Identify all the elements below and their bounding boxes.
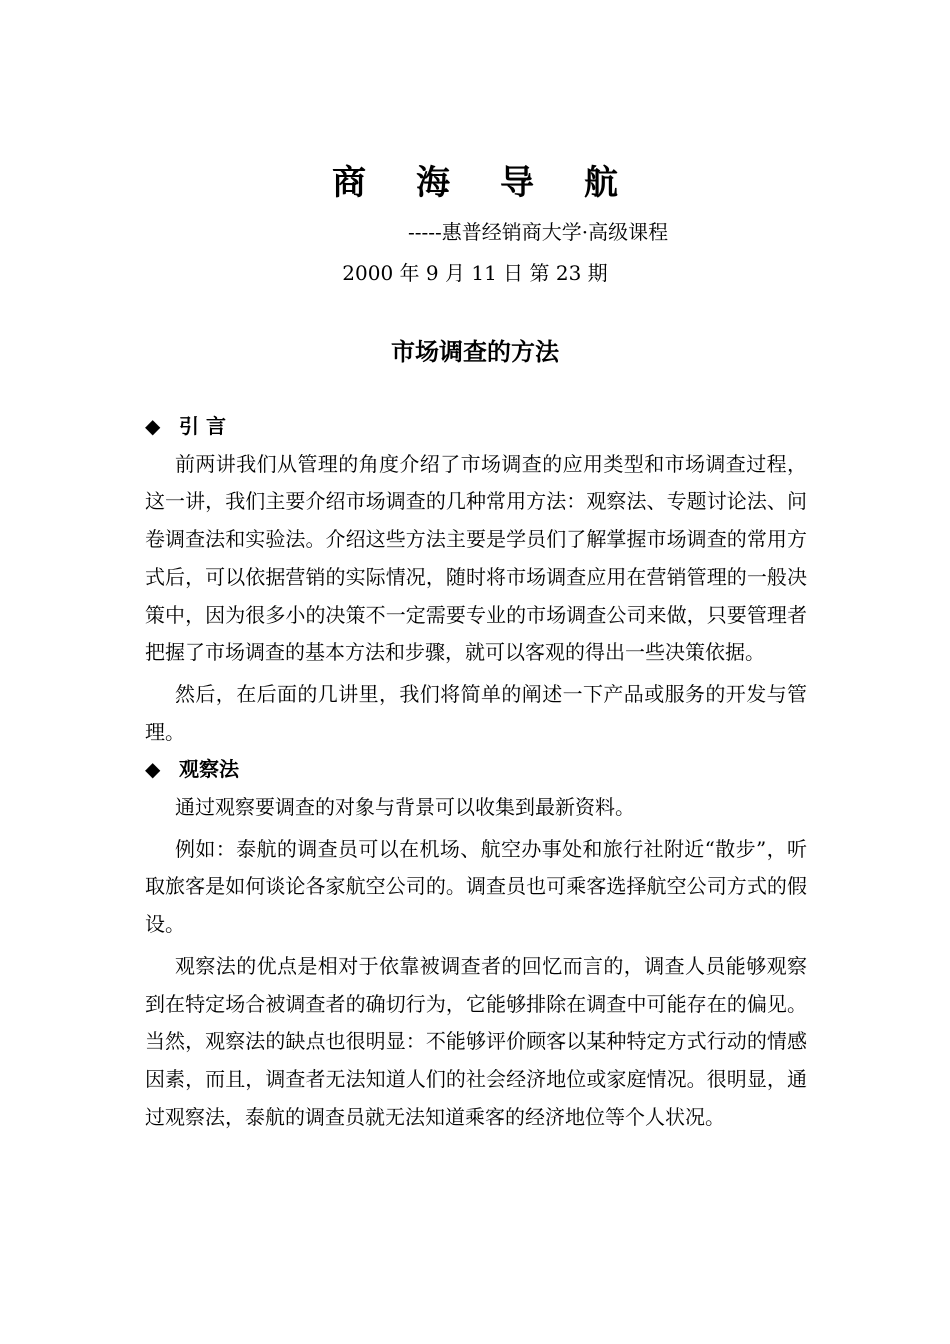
observation-paragraph-2: 例如：泰航的调查员可以在机场、航空办事处和旅行社附近“散步”，听取旅客是如何谈论各家航空公司的。调查员也可乘客选择航空公司方式的假设。 bbox=[145, 836, 807, 937]
masthead-subtitle: -----惠普经销商大学·高级课程 bbox=[408, 220, 669, 244]
document-title: 市场调查的方法 bbox=[391, 337, 559, 366]
intro-paragraph-1: 前两讲我们从管理的角度介绍了市场调查的应用类型和市场调查过程，这一讲，我们主要介绍市场调查的几种常用方法：观察法、专题讨论法、问卷调查法和实验法。介绍这些方法主要是学员们了解掌握市场调查的常用方式后，可以依据营销的实际情况，随时将市场调查应用在营销管理的一般决策中，因为很多小的决策不一定需要专业的市场调查公司来做，只要管理者把握了市场调查的基本方法和步骤，就可以客观的得出一些决策依据。 bbox=[145, 451, 807, 665]
diamond-bullet-icon: ◆ bbox=[145, 757, 161, 782]
diamond-bullet-icon: ◆ bbox=[145, 414, 161, 438]
section-heading-label: 引 言 bbox=[179, 414, 226, 438]
observation-paragraph-1: 通过观察要调查的对象与背景可以收集到最新资料。 bbox=[175, 795, 635, 820]
issue-date: 2000 年 9 月 11 日 第 23 期 bbox=[342, 261, 608, 285]
section-heading-label: 观察法 bbox=[179, 757, 239, 782]
section-heading-intro bbox=[145, 408, 807, 446]
intro-paragraph-2: 然后，在后面的几讲里，我们将简单的阐述一下产品或服务的开发与管理。 bbox=[145, 681, 807, 744]
masthead-title: 商海导航 bbox=[332, 163, 668, 203]
document-body bbox=[145, 408, 807, 1136]
observation-paragraph-3: 观察法的优点是相对于依靠被调查者的回忆而言的，调查人员能够观察到在特定场合被调查者的确切行为，它能够排除在调查中可能存在的偏见。当然，观察法的缺点也很明显：不能够评价顾客以某种特定方式行动的情感因素，而且，调查者无法知道人们的社会经济地位或家庭情况。很明显，通过观察法，泰航的调查员就无法知道乘客的经济地位等个人状况。 bbox=[145, 953, 807, 1129]
section-heading-observation bbox=[145, 751, 807, 789]
